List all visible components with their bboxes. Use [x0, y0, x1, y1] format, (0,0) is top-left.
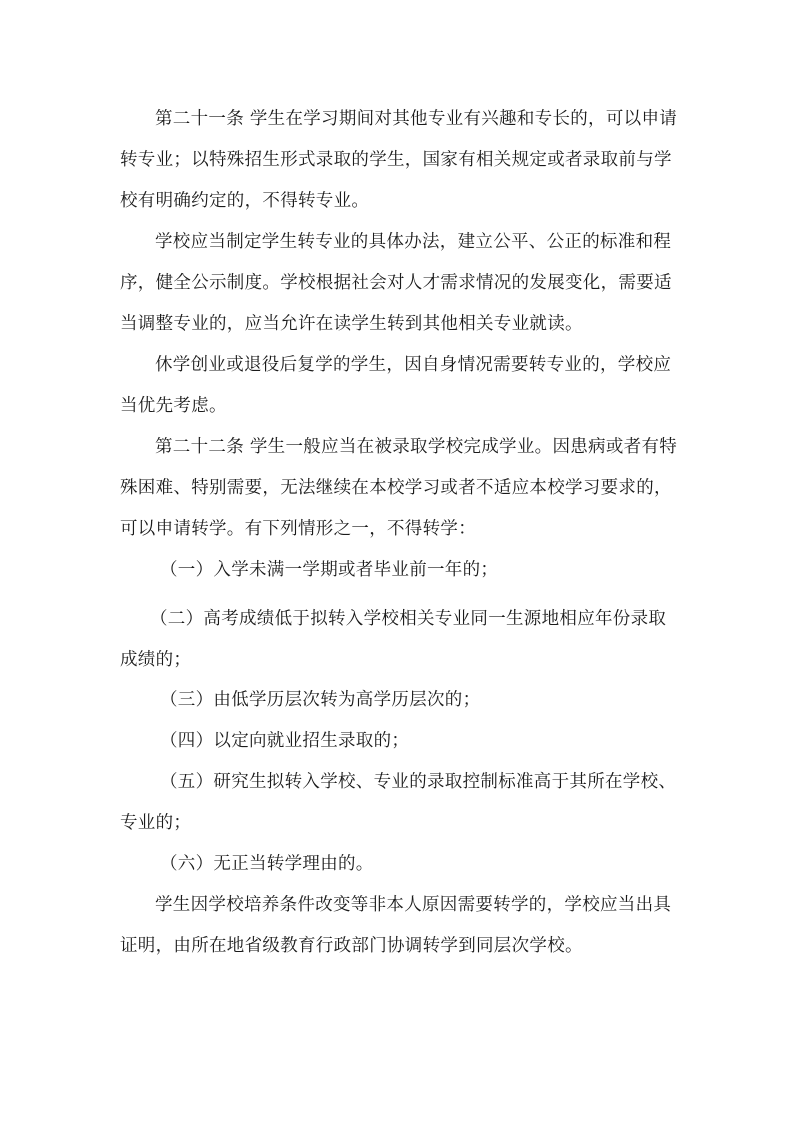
list-item-2: （二）高考成绩低于拟转入学校相关专业同一生源地相应年份录取成绩的； [120, 609, 667, 670]
list-item-1: （一）入学未满一学期或者毕业前一年的； [160, 560, 499, 580]
paragraph-school-transfer: 学生因学校培养条件改变等非本人原因需要转学的，学校应当出具证明，由所在地省级教育行政部门协调转学到同层次学校。 [120, 895, 672, 956]
paragraph-veteran-priority: 休学创业或退役后复学的学生，因自身情况需要转专业的，学校应当优先考虑。 [120, 355, 672, 416]
list-item-5: （五）研究生拟转入学校、专业的录取控制标准高于其所在学校、专业的； [120, 772, 677, 833]
paragraph-article-21: 第二十一条 学生在学习期间对其他专业有兴趣和专长的，可以申请转专业；以特殊招生形式录取的学生，国家有相关规定或者录取前与学校有明确约定的，不得转专业。 [120, 109, 678, 211]
list-item-3: （三）由低学历层次转为高学历层次的； [160, 690, 481, 710]
list-item-6: （六）无正当转学理由的。 [160, 854, 374, 874]
paragraph-article-22: 第二十二条 学生一般应当在被录取学校完成学业。因患病或者有特殊困难、特别需要，无法继续在本校学习或者不适应本校学习要求的，可以申请转学。有下列情形之一，不得转学： [120, 437, 678, 539]
paragraph-transfer-procedure: 学校应当制定学生转专业的具体办法，建立公平、公正的标准和程序，健全公示制度。学校根据社会对人才需求情况的发展变化，需要适当调整专业的，应当允许在读学生转到其他相关专业就读。 [120, 232, 672, 334]
list-item-4: （四）以定向就业招生录取的； [160, 731, 410, 751]
